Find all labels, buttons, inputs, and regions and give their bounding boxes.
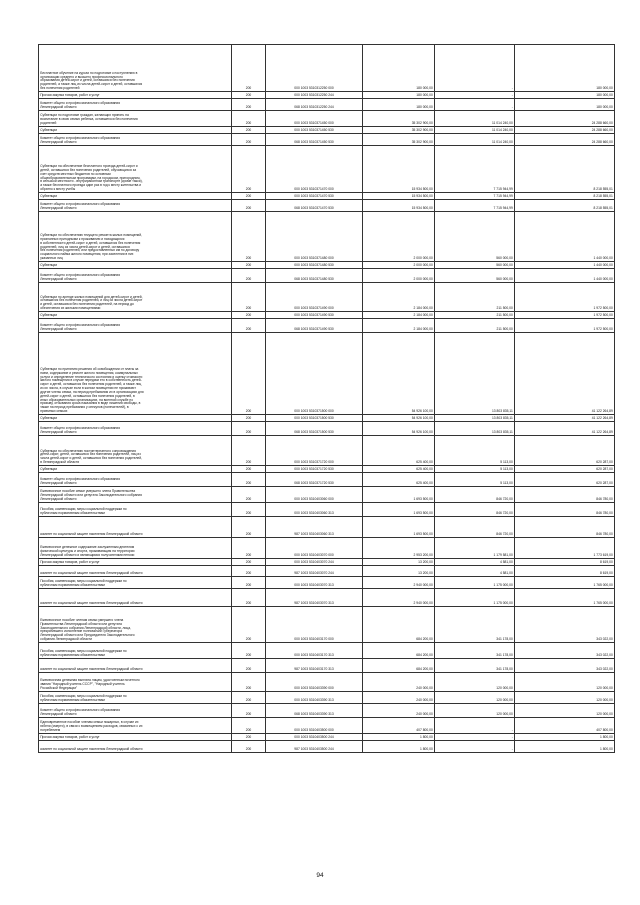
row-budget-code: 000 1003 5310371470 530: [266, 193, 363, 200]
row-executed-amount: 11 014 240,00: [435, 111, 515, 127]
row-line-code: 200: [232, 45, 266, 92]
row-approved-amount: 13 200,00: [363, 566, 435, 577]
table-row: [39, 436, 615, 466]
row-budget-code: 000 1003 5310403070 244: [266, 559, 363, 566]
row-name: Пособия, компенсации, меры социальной поддержки по публичным нормативным обязательствам: [39, 577, 232, 589]
table-row: [39, 269, 615, 283]
row-budget-code: 000 1003 5310371470 000: [266, 146, 363, 193]
row-name: Субвенции по принятию решения об освобождении от платы за наем, содержание и ремонт жилого помещения, коммунальных услуги и определение технического состояния и оценку стоимости жилого помещения в случае передачи его в собственность детей- сирот и детей, оставшихся без попечения родителей, а также лиц из их числа, в случае если в жилом помещении не проживают другие члены семьи, на период пребывания их в организациях для детей-сирот и детей, оставшихся без попечения родителей, в иных образовательных организациях, на военной службе по призыву, отбывания срока наказания в виде лишения свободы, в также на период пребывания у опекунов (попечителей), в приемных семьях: [39, 333, 232, 415]
row-approved-amount: 2 000 000,00: [363, 262, 435, 269]
row-executed-amount: 5 113,00: [435, 466, 515, 473]
row-name: комитет по социальной защите населения Ленинградской области: [39, 659, 232, 673]
table-row: [39, 466, 615, 473]
row-unexecuted-amount: 620 287,00: [515, 473, 615, 487]
row-unexecuted-amount: 180 000,00: [515, 45, 615, 92]
table-row: [39, 577, 615, 589]
row-executed-amount: 1 175 000,00: [435, 577, 515, 589]
row-executed-amount: -: [435, 99, 515, 111]
row-line-code: 200: [232, 436, 266, 466]
row-line-code: 200: [232, 422, 266, 436]
table-row: [39, 92, 615, 99]
row-name: Комитет общего и профессионального образования Ленинградской области: [39, 473, 232, 487]
row-unexecuted-amount: 846 780,00: [515, 487, 615, 503]
row-budget-code: 000 1003 5310371720 530: [266, 466, 363, 473]
row-line-code: 200: [232, 466, 266, 473]
table-row: [39, 704, 615, 718]
row-unexecuted-amount: 1 765 000,00: [515, 577, 615, 589]
table-row: [39, 643, 615, 659]
row-line-code: 200: [232, 333, 266, 415]
row-name: Комитет общего и профессионального образования Ленинградской области: [39, 269, 232, 283]
row-approved-amount: 15 934 500,00: [363, 200, 435, 212]
row-name: Субвенции по аренде жилых помещений для детей-сирот и детей, оставшихся без попечения родителей, и лиц из числа детей-сирот и детей, оставшихся без попечения родителей, на период до обеспечения их жилыми помещениями: [39, 283, 232, 312]
row-line-code: 200: [232, 312, 266, 319]
row-line-code: 200: [232, 741, 266, 753]
row-unexecuted-amount: 8 218 555,01: [515, 200, 615, 212]
row-budget-code: 068 1003 5310371720 530: [266, 473, 363, 487]
row-name: Ежемесячная денежная выплата лицам, удостоенным почетного звания "Народный учитель СССР", "Народный учитель Российской Федерации": [39, 673, 232, 692]
row-line-code: 200: [232, 99, 266, 111]
row-approved-amount: 684 200,00: [363, 659, 435, 673]
row-executed-amount: 120 000,00: [435, 692, 515, 704]
row-unexecuted-amount: 1 972 500,00: [515, 312, 615, 319]
row-executed-amount: 560 000,00: [435, 212, 515, 262]
row-line-code: 200: [232, 269, 266, 283]
row-executed-amount: 1 175 000,00: [435, 589, 515, 607]
table-row: [39, 200, 615, 212]
table-row: [39, 262, 615, 269]
row-line-code: 200: [232, 487, 266, 503]
row-name: Пособия, компенсации, меры социальной поддержки по публичным нормативным обязательствам: [39, 692, 232, 704]
row-unexecuted-amount: 24 288 660,00: [515, 134, 615, 146]
row-line-code: 200: [232, 200, 266, 212]
row-line-code: 200: [232, 589, 266, 607]
row-executed-amount: 7 715 944,99: [435, 193, 515, 200]
row-budget-code: 000 1003 5310312250 000: [266, 45, 363, 92]
row-executed-amount: 120 000,00: [435, 704, 515, 718]
row-name: Комитет общего и профессионального образования Ленинградской области: [39, 200, 232, 212]
row-line-code: 200: [232, 559, 266, 566]
row-line-code: 200: [232, 193, 266, 200]
row-approved-amount: 54 926 100,00: [363, 333, 435, 415]
row-approved-amount: 15 934 500,00: [363, 146, 435, 193]
row-executed-amount: 846 720,00: [435, 503, 515, 517]
row-approved-amount: 1 693 500,00: [363, 487, 435, 503]
row-executed-amount: -: [435, 718, 515, 734]
table-row: [39, 193, 615, 200]
row-line-code: 200: [232, 283, 266, 312]
row-executed-amount: -: [435, 45, 515, 92]
row-budget-code: 000 1003 5310371490 530: [266, 312, 363, 319]
row-line-code: 200: [232, 643, 266, 659]
table-row: [39, 659, 615, 673]
row-executed-amount: 5 113,00: [435, 436, 515, 466]
row-unexecuted-amount: 846 780,00: [515, 503, 615, 517]
row-executed-amount: 4 581,00: [435, 566, 515, 577]
row-approved-amount: 35 302 900,00: [363, 127, 435, 134]
table-row: [39, 741, 615, 753]
row-line-code: 200: [232, 659, 266, 673]
row-line-code: 200: [232, 92, 266, 99]
row-unexecuted-amount: 8 218 555,01: [515, 193, 615, 200]
row-name: Пособия, компенсации, меры социальной поддержки по публичным нормативным обязательствам: [39, 503, 232, 517]
row-budget-code: 068 1003 5310371500 530: [266, 422, 363, 436]
row-budget-code: 068 1003 5310403390 313: [266, 704, 363, 718]
row-approved-amount: 625 400,00: [363, 466, 435, 473]
row-executed-amount: 4 581,00: [435, 559, 515, 566]
row-executed-amount: -: [435, 741, 515, 753]
row-unexecuted-amount: 180 000,00: [515, 92, 615, 99]
row-unexecuted-amount: 1 773 619,00: [515, 538, 615, 559]
row-budget-code: 000 1003 5310403170 000: [266, 607, 363, 643]
row-name: Ежемесячное пособие семье умершего члена Правительства Ленинградской области или депутата Законодательного собрания Ленинградской области: [39, 487, 232, 503]
row-executed-amount: 5 113,00: [435, 473, 515, 487]
row-unexecuted-amount: 1 440 000,00: [515, 262, 615, 269]
row-budget-code: 068 1003 5310371450 530: [266, 134, 363, 146]
row-name: Прочая закупка товаров, работ и услуг: [39, 92, 232, 99]
row-name: Субвенции по обеспечению текущего ремонта жилых помещений, признанных пригодными к проживанию и находящихся в собственности детей-сирот и детей, оставшихся без попечения родителей, лиц из числа детей-сирот и детей, оставшихся без попечения родителей, или предоставленных им по договору социального найма жилого помещения, при заселении в них указанных лиц: [39, 212, 232, 262]
row-budget-code: 000 1003 5310371500 530: [266, 415, 363, 422]
row-unexecuted-amount: 846 780,00: [515, 517, 615, 538]
table-row: [39, 134, 615, 146]
table-row: [39, 566, 615, 577]
row-unexecuted-amount: 24 288 660,00: [515, 111, 615, 127]
row-approved-amount: 180 000,00: [363, 99, 435, 111]
row-unexecuted-amount: 1 972 500,00: [515, 283, 615, 312]
row-budget-code: 000 1003 5310403390 000: [266, 673, 363, 692]
row-name: Субвенции по обеспечению постинтернатного сопровождения детей-сирот, детей, оставшихся без попечения родителей, лиц из числа детей-сирот и детей, оставшихся без попечения родителей, в Ленинградской области: [39, 436, 232, 466]
row-name: Субвенции: [39, 312, 232, 319]
table-row: [39, 127, 615, 134]
row-approved-amount: 1 693 500,00: [363, 503, 435, 517]
row-name: Пособия, компенсации, меры социальной поддержки по публичным нормативным обязательствам: [39, 643, 232, 659]
row-executed-amount: 7 715 944,99: [435, 146, 515, 193]
row-budget-code: 987 1003 5310403070 313: [266, 589, 363, 607]
row-line-code: 200: [232, 415, 266, 422]
row-budget-code: 000 1003 5310403500 000: [266, 718, 363, 734]
row-line-code: 200: [232, 692, 266, 704]
row-name: Комитет общего и профессионального образования Ленинградской области: [39, 99, 232, 111]
row-executed-amount: 13 803 835,11: [435, 422, 515, 436]
row-unexecuted-amount: 24 288 660,00: [515, 127, 615, 134]
budget-table-sheet: [38, 44, 614, 753]
row-approved-amount: 625 400,00: [363, 436, 435, 466]
row-executed-amount: 846 720,00: [435, 487, 515, 503]
row-approved-amount: 180 000,00: [363, 45, 435, 92]
row-name: Субвенции: [39, 127, 232, 134]
row-unexecuted-amount: 41 122 264,89: [515, 415, 615, 422]
row-budget-code: 987 1003 5310403170 313: [266, 659, 363, 673]
row-executed-amount: 560 000,00: [435, 269, 515, 283]
page-number: 94: [316, 872, 324, 879]
row-unexecuted-amount: 120 000,00: [515, 692, 615, 704]
row-unexecuted-amount: 1 972 500,00: [515, 319, 615, 333]
row-name: Субвенции на обеспечение бесплатного проезда детей-сирот и детей, оставшихся без попечения родителей, обучающихся за счет средств местных бюджетов по основным общеобразовательным программам, на городском, пригородном, в сельской местности - внутрирайонном транспорте (кроме такси), а также бесплатного проезда один раз в год к месту жительства и обратно к месту учебы: [39, 146, 232, 193]
row-approved-amount: 2 953 200,00: [363, 538, 435, 559]
table-row: [39, 111, 615, 127]
row-line-code: 200: [232, 319, 266, 333]
table-row: [39, 538, 615, 559]
row-executed-amount: 7 715 944,99: [435, 200, 515, 212]
row-line-code: 200: [232, 538, 266, 559]
row-name: Бесплатное обучение на курсах по подготовке к поступлению в организации среднего и высшего профессионального образования детей-сирот и детей, оставшихся без попечения родителей, а также лиц из числа детей-сирот и детей, оставшихся без попечения родителей: [39, 45, 232, 92]
row-line-code: 200: [232, 134, 266, 146]
row-approved-amount: 2 940 000,00: [363, 589, 435, 607]
row-executed-amount: 11 014 240,00: [435, 127, 515, 134]
row-unexecuted-amount: 620 287,00: [515, 466, 615, 473]
row-approved-amount: 13 200,00: [363, 559, 435, 566]
row-budget-code: 068 1003 5310371470 530: [266, 200, 363, 212]
row-executed-amount: 211 500,00: [435, 283, 515, 312]
table-row: [39, 312, 615, 319]
row-executed-amount: 1 179 581,00: [435, 538, 515, 559]
row-name: комитет по социальной защите населения Ленинградской области: [39, 741, 232, 753]
table-row: [39, 283, 615, 312]
row-approved-amount: 35 302 900,00: [363, 134, 435, 146]
row-line-code: 200: [232, 146, 266, 193]
table-body: [39, 45, 615, 753]
row-budget-code: 000 1003 5310371450 000: [266, 111, 363, 127]
row-unexecuted-amount: 343 022,00: [515, 659, 615, 673]
row-budget-code: 987 1003 5310403060 313: [266, 517, 363, 538]
row-budget-code: 000 1003 5310371500 000: [266, 333, 363, 415]
row-name: Прочая закупка товаров, работ и услуг: [39, 734, 232, 741]
table-row: [39, 45, 615, 92]
row-executed-amount: -: [435, 734, 515, 741]
row-name: Субвенции по подготовке граждан, желающих принять на воспитание в свою семью ребенка, оставшегося без попечения родителей: [39, 111, 232, 127]
row-executed-amount: 13 803 835,11: [435, 333, 515, 415]
row-budget-code: 000 1003 5310371480 530: [266, 262, 363, 269]
row-executed-amount: 341 178,00: [435, 643, 515, 659]
table-row: [39, 718, 615, 734]
row-executed-amount: 211 500,00: [435, 319, 515, 333]
row-line-code: 200: [232, 577, 266, 589]
row-budget-code: 000 1003 5310371720 000: [266, 436, 363, 466]
row-line-code: 200: [232, 718, 266, 734]
row-line-code: 200: [232, 473, 266, 487]
row-unexecuted-amount: 180 000,00: [515, 99, 615, 111]
row-line-code: 200: [232, 503, 266, 517]
row-approved-amount: 625 400,00: [363, 473, 435, 487]
row-budget-code: 000 1003 5310312250 244: [266, 92, 363, 99]
row-approved-amount: 2 184 000,00: [363, 312, 435, 319]
table-row: [39, 473, 615, 487]
row-approved-amount: 180 000,00: [363, 92, 435, 99]
row-unexecuted-amount: 407 800,00: [515, 718, 615, 734]
row-executed-amount: -: [435, 92, 515, 99]
table-row: [39, 212, 615, 262]
table-row: [39, 487, 615, 503]
row-name: Единовременное пособие членам семьи пожарных, в случае их гибели (смерти), в связи с возмещением расходов, связанных с их погребением: [39, 718, 232, 734]
row-approved-amount: 2 184 000,00: [363, 319, 435, 333]
row-name: комитет по социальной защите населения Ленинградской области: [39, 517, 232, 538]
row-unexecuted-amount: 343 022,00: [515, 607, 615, 643]
row-approved-amount: 407 800,00: [363, 718, 435, 734]
row-name: Ежемесячное пособие членам семьи умершего члена Правительства Ленинградской области или депутата Законодательного собрания Ленинградской области, лица, прекратившего исполнение полномочий Губернатора Ленинградской области или Председателя Законодательного собрания Ленинградской области: [39, 607, 232, 643]
row-approved-amount: 2 000 000,00: [363, 212, 435, 262]
row-approved-amount: 1 693 500,00: [363, 517, 435, 538]
row-unexecuted-amount: 1 765 000,00: [515, 589, 615, 607]
row-name: Ежемесячное денежное содержание заслуженным деятелям физической культуры и спорта, проживающим на территории Ленинградской области и являющимся получателями пенсии: [39, 538, 232, 559]
row-approved-amount: 240 000,00: [363, 692, 435, 704]
row-approved-amount: 1 800,00: [363, 734, 435, 741]
row-approved-amount: 684 200,00: [363, 643, 435, 659]
row-budget-code: 000 1003 5310403070 000: [266, 538, 363, 559]
row-executed-amount: 846 720,00: [435, 517, 515, 538]
row-executed-amount: 120 000,00: [435, 673, 515, 692]
row-unexecuted-amount: 620 287,00: [515, 436, 615, 466]
row-budget-code: 000 1003 5310403060 000: [266, 487, 363, 503]
table-row: [39, 734, 615, 741]
row-approved-amount: 54 926 100,00: [363, 415, 435, 422]
row-unexecuted-amount: 120 000,00: [515, 704, 615, 718]
row-unexecuted-amount: 8 619,00: [515, 566, 615, 577]
row-name: Субвенции: [39, 466, 232, 473]
row-unexecuted-amount: 120 000,00: [515, 673, 615, 692]
row-line-code: 200: [232, 566, 266, 577]
row-name: Субвенции: [39, 193, 232, 200]
row-line-code: 200: [232, 127, 266, 134]
table-row: [39, 415, 615, 422]
table-row: [39, 607, 615, 643]
row-approved-amount: 2 184 000,00: [363, 283, 435, 312]
row-approved-amount: 684 200,00: [363, 607, 435, 643]
table-row: [39, 319, 615, 333]
row-line-code: 200: [232, 704, 266, 718]
row-approved-amount: 2 000 000,00: [363, 269, 435, 283]
row-unexecuted-amount: 8 218 555,01: [515, 146, 615, 193]
row-budget-code: 000 1003 5310403060 313: [266, 503, 363, 517]
table-row: [39, 517, 615, 538]
row-unexecuted-amount: 1 440 000,00: [515, 269, 615, 283]
row-executed-amount: 13 803 835,11: [435, 415, 515, 422]
row-approved-amount: 240 000,00: [363, 704, 435, 718]
budget-execution-table: [38, 44, 615, 753]
row-line-code: 200: [232, 607, 266, 643]
row-executed-amount: 11 014 240,00: [435, 134, 515, 146]
row-approved-amount: 35 302 900,00: [363, 111, 435, 127]
row-line-code: 200: [232, 111, 266, 127]
row-line-code: 200: [232, 734, 266, 741]
table-row: [39, 589, 615, 607]
table-row: [39, 673, 615, 692]
row-line-code: 200: [232, 673, 266, 692]
row-executed-amount: 211 500,00: [435, 312, 515, 319]
table-row: [39, 146, 615, 193]
row-approved-amount: 240 000,00: [363, 673, 435, 692]
row-approved-amount: 54 926 100,00: [363, 422, 435, 436]
row-unexecuted-amount: 343 022,00: [515, 643, 615, 659]
row-unexecuted-amount: 41 122 264,89: [515, 333, 615, 415]
table-row: [39, 333, 615, 415]
row-name: Комитет общего и профессионального образования Ленинградской области: [39, 422, 232, 436]
row-approved-amount: 1 800,00: [363, 741, 435, 753]
row-line-code: 200: [232, 262, 266, 269]
row-budget-code: 000 1003 5310403070 313: [266, 577, 363, 589]
row-budget-code: 068 1003 5310371490 530: [266, 319, 363, 333]
row-budget-code: 000 1003 5310371490 000: [266, 283, 363, 312]
row-name: Комитет общего и профессионального образования Ленинградской области: [39, 134, 232, 146]
row-name: Комитет общего и профессионального образования Ленинградской области: [39, 704, 232, 718]
row-executed-amount: 341 178,00: [435, 659, 515, 673]
row-budget-code: 000 1003 5310371480 000: [266, 212, 363, 262]
row-budget-code: 987 1003 5310403070 244: [266, 566, 363, 577]
row-name: комитет по социальной защите населения Ленинградской области: [39, 566, 232, 577]
row-unexecuted-amount: 1 800,00: [515, 734, 615, 741]
row-name: комитет по социальной защите населения Ленинградской области: [39, 589, 232, 607]
row-budget-code: 068 1003 5310312250 244: [266, 99, 363, 111]
row-executed-amount: 560 000,00: [435, 262, 515, 269]
row-unexecuted-amount: 1 800,00: [515, 741, 615, 753]
row-approved-amount: 2 940 000,00: [363, 577, 435, 589]
row-line-code: 200: [232, 212, 266, 262]
row-budget-code: 000 1003 5310403390 313: [266, 692, 363, 704]
table-row: [39, 559, 615, 566]
row-executed-amount: 341 178,00: [435, 607, 515, 643]
row-name: Прочая закупка товаров, работ и услуг: [39, 559, 232, 566]
row-budget-code: 987 1003 5310403500 244: [266, 741, 363, 753]
row-approved-amount: 15 934 500,00: [363, 193, 435, 200]
table-row: [39, 422, 615, 436]
row-budget-code: 000 1003 5310403170 313: [266, 643, 363, 659]
row-budget-code: 000 1003 5310371450 530: [266, 127, 363, 134]
row-budget-code: 000 1003 5310403500 244: [266, 734, 363, 741]
row-name: Комитет общего и профессионального образования Ленинградской области: [39, 319, 232, 333]
row-name: Субвенции: [39, 415, 232, 422]
row-unexecuted-amount: 41 122 264,89: [515, 422, 615, 436]
row-unexecuted-amount: 8 619,00: [515, 559, 615, 566]
table-row: [39, 692, 615, 704]
row-unexecuted-amount: 1 440 000,00: [515, 212, 615, 262]
row-name: Субвенции: [39, 262, 232, 269]
row-line-code: 200: [232, 517, 266, 538]
table-row: [39, 99, 615, 111]
table-row: [39, 503, 615, 517]
row-budget-code: 068 1003 5310371480 530: [266, 269, 363, 283]
